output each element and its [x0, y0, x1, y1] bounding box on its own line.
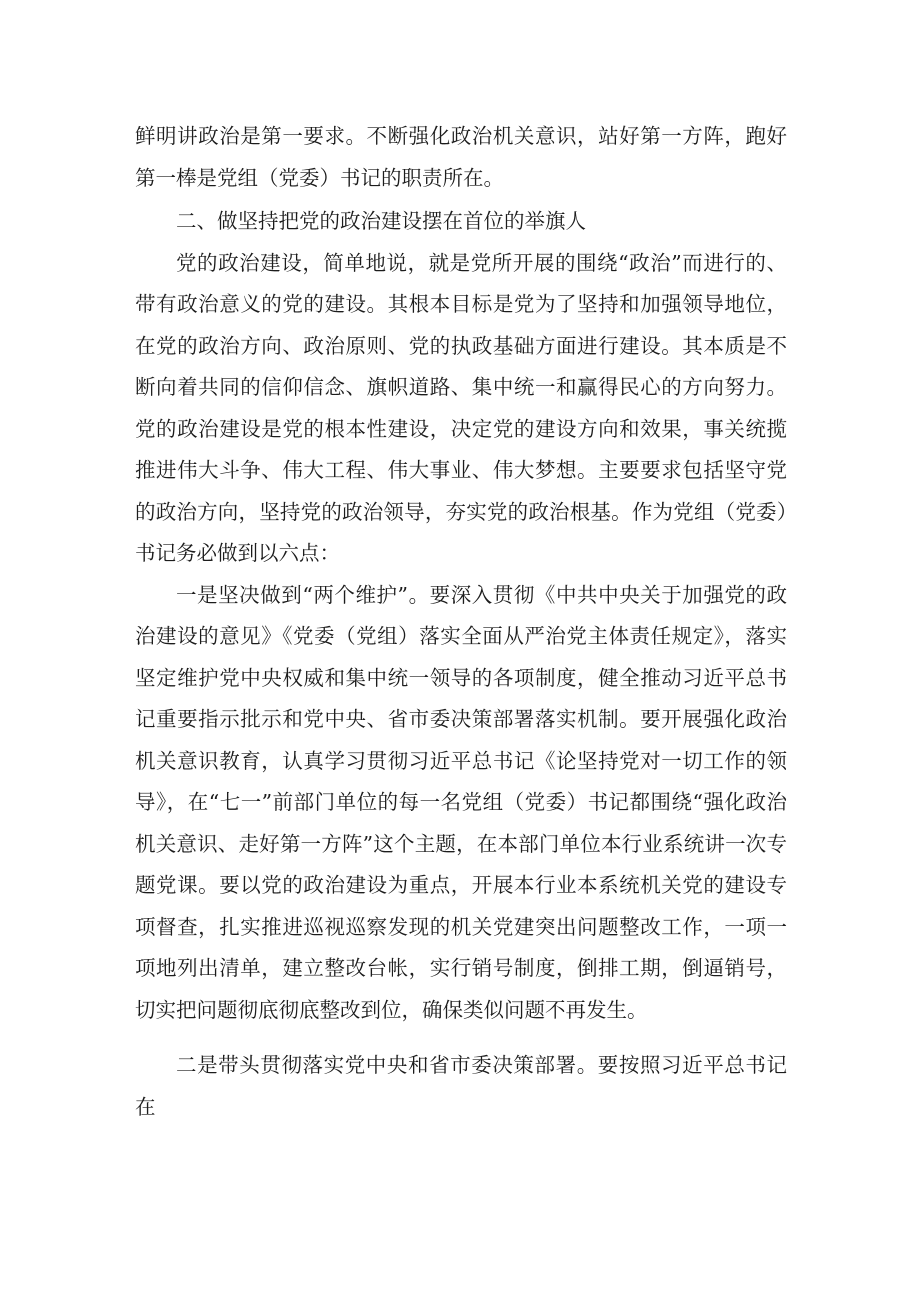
document-body: [135, 116, 787, 1128]
paragraph-point-one: 一是坚决做到“两个维护”。要深入贯彻《中共中央关于加强党的政治建设的意见》《党委（党组）落实全面从严治党主体责任规定》，落实坚定维护党中央权威和集中统一领导的各项制度，健全推动习近平总书记重要指示批示和党中央、省市委决策部署落实机制。要开展强化政治机关意识教育，认真学习贯彻习近平总书记《论坚持党对一切工作的领导》，在“七一”前部门单位的每一名党组（党委）书记都围绕“强化政治机关意识、走好第一方阵”这个主题，在本部门单位本行业系统讲一次专题党课。要以党的政治建设为重点，开展本行业本系统机关党的建设专项督查，扎实推进巡视巡察发现的机关党建突出问题整改工作，一项一项地列出清单，建立整改台帐，实行销号制度，倒排工期，倒逼销号，切实把问题彻底彻底整改到位，确保类似问题不再发生。: [135, 582, 787, 1022]
paragraph-continuation: 鲜明讲政治是第一要求。不断强化政治机关意识，站好第一方阵，跑好第一棒是党组（党委）书记的职责所在。: [135, 124, 787, 190]
paragraph-point-two: 二是带头贯彻落实党中央和省市委决策部署。要按照习近平总书记在: [135, 1053, 787, 1119]
paragraph-political-construction: 党的政治建设，简单地说，就是党所开展的围绕“政治”而进行的、带有政治意义的党的建设。其根本目标是党为了坚持和加强领导地位，在党的政治方向、政治原则、党的执政基础方面进行建设。其本质是不断向着共同的信仰信念、旗帜道路、集中统一和赢得民心的方向努力。党的政治建设是党的根本性建设，决定党的建设方向和效果，事关统揽推进伟大斗争、伟大工程、伟大事业、伟大梦想。主要要求包括坚守党的政治方向，坚持党的政治领导，夯实党的政治根基。作为党组（党委）书记务必做到以六点：: [135, 250, 787, 565]
section-heading: 二、做坚持把党的政治建设摆在首位的举旗人: [176, 209, 586, 233]
